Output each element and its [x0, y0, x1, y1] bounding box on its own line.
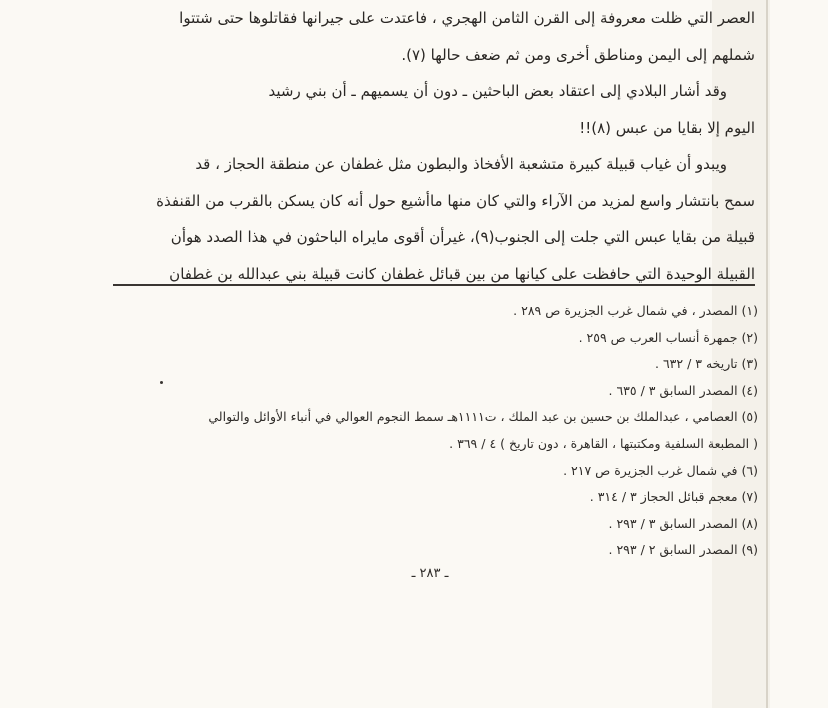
footnote: (٤) المصدر السابق ٣ / ٦٣٥ .	[608, 382, 758, 398]
text-line: اليوم إلا بقايا من عبس (٨)!!	[579, 118, 755, 137]
text-line: سمح بانتشار واسع لمزيد من الآراء والتي كان منها ماأشيع حول أنه كان يسكن بالقرب من القنفذة	[156, 191, 755, 210]
page-edge	[766, 0, 768, 708]
footnote: (٢) جمهرة أنساب العرب ص ٢٥٩ .	[578, 329, 758, 345]
page-number: ـ ٢٨٣ ـ	[411, 566, 449, 581]
footnote: ( المطبعة السلفية ومكتبتها ، القاهرة ، دون تاريخ ) ٤ / ٣٦٩ .	[449, 435, 758, 451]
footnote: (٦) في شمال غرب الجزيرة ص ٢١٧ .	[563, 462, 758, 478]
ink-speck	[160, 381, 163, 384]
footnote: (٨) المصدر السابق ٣ / ٢٩٣ .	[608, 515, 758, 531]
text-line: العصر التي ظلت معروفة إلى القرن الثامن الهجري ، فاعتدت على جيرانها فقاتلوها حتى شتتوا	[179, 9, 755, 27]
text-line: القبيلة الوحيدة التي حافظت على كيانها من بين قبائل غطفان كانت قبيلة بني عبدالله بن غطفان	[169, 264, 755, 283]
text-line: ويبدو أن غياب قبيلة كبيرة متشعبة الأفخاذ والبطون مثل غطفان عن منطقة الحجاز ، قد	[195, 155, 727, 173]
footnotes-list	[112, 298, 758, 564]
text-line: قبيلة من بقايا عبس التي جلت إلى الجنوب(٩)، غيرأن أقوى مايراه الباحثون في هذا الصدد هوأن	[170, 228, 755, 246]
text-line: شملهم إلى اليمن ومناطق أخرى ومن ثم ضعف حالها (٧).	[401, 45, 755, 64]
footnote: (٥) العصامي ، عبدالملك بن حسين بن عبد الملك ، ت١١١١هـ سمط النجوم العوالي في أنباء الأوائل والتوالي	[208, 409, 758, 425]
footnote: (٩) المصدر السابق ٢ / ٢٩٣ .	[608, 542, 758, 558]
footnote: (١) المصدر ، في شمال غرب الجزيرة ص ٢٨٩ .	[513, 303, 758, 318]
footnote-separator	[113, 284, 755, 286]
footnote: (٧) معجم قبائل الحجاز ٣ / ٣١٤ .	[589, 489, 758, 505]
text-line: وقد أشار البلادي إلى اعتقاد بعض الباحثين ـ دون أن يسميهم ـ أن بني رشيد	[268, 82, 727, 100]
main-text	[100, 0, 755, 292]
footnote: (٣) تاريخه ٣ / ٦٣٢ .	[654, 356, 758, 372]
